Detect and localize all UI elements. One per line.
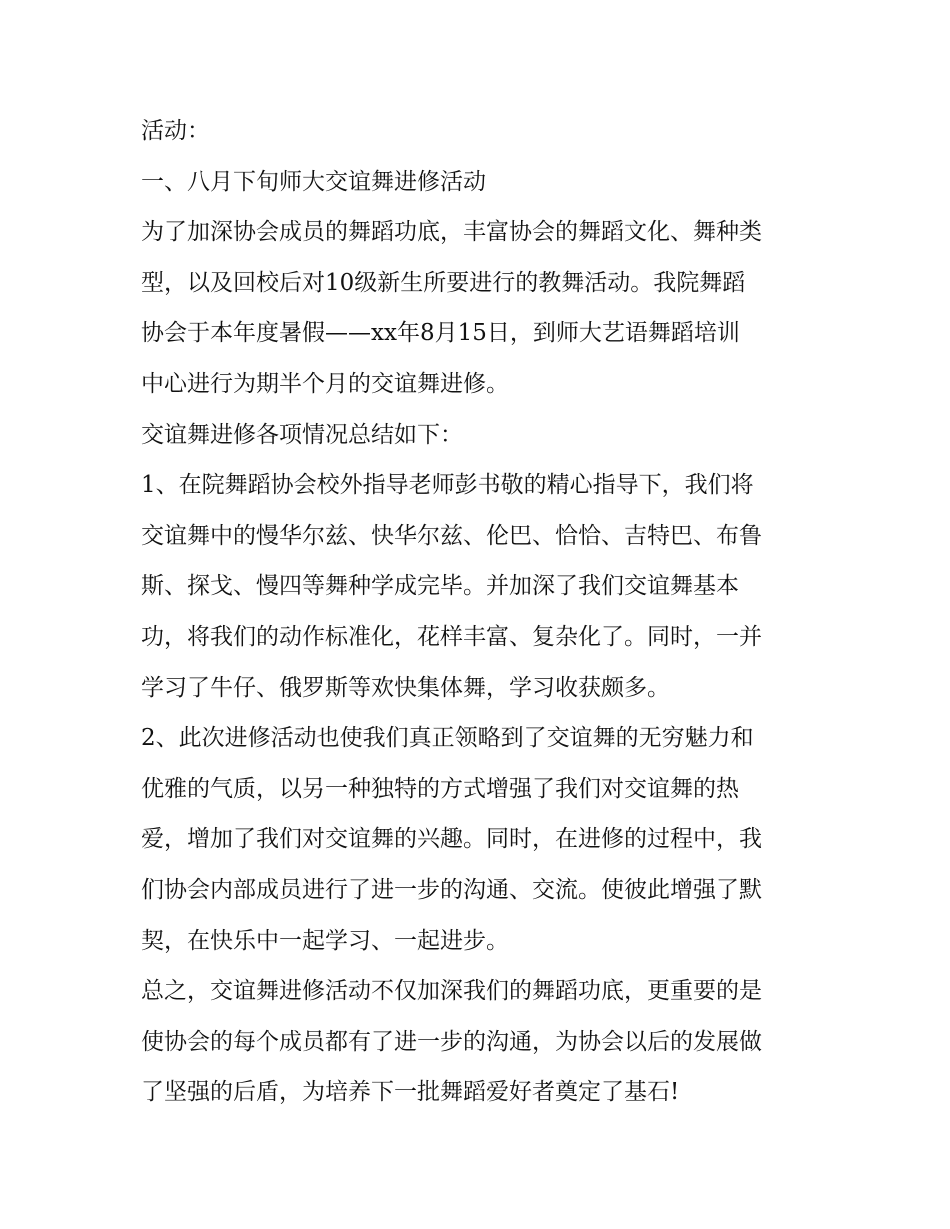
section-heading: 一、八月下旬师大交谊舞进修活动 — [141, 168, 486, 195]
summary-intro: 交谊舞进修各项情况总结如下： — [141, 421, 463, 448]
text-line: 中心进行为期半个月的交谊舞进修。 — [141, 370, 509, 397]
text-line: 总之，交谊舞进修活动不仅加深我们的舞蹈功底，更重要的是 — [141, 978, 762, 1005]
text-line: 了坚强的后盾，为培养下一批舞蹈爱好者奠定了基石! — [141, 1079, 680, 1106]
text-line: 功，将我们的动作标准化，花样丰富、复杂化了。同时，一并 — [141, 623, 762, 650]
text-line: 为了加深协会成员的舞蹈功底，丰富协会的舞蹈文化、舞种类 — [141, 219, 762, 246]
text-line: 使协会的每个成员都有了进一步的沟通，为协会以后的发展做 — [141, 1028, 762, 1055]
text-line: 交谊舞中的慢华尔兹、快华尔兹、伦巴、恰恰、吉特巴、布鲁 — [141, 522, 762, 549]
text-line: 学习了牛仔、俄罗斯等欢快集体舞，学习收获颇多。 — [141, 674, 670, 701]
document-body — [141, 106, 821, 1118]
text-line: 协会于本年度暑假——xx年8月15日，到师大艺语舞蹈培训 — [141, 320, 740, 347]
section-label: 活动： — [141, 118, 210, 144]
text-line: 爱，增加了我们对交谊舞的兴趣。同时，在进修的过程中，我 — [141, 826, 762, 853]
text-line: 优雅的气质，以另一种独特的方式增强了我们对交谊舞的热 — [141, 775, 739, 802]
text-line: 2、此次进修活动也使我们真正领略到了交谊舞的无穷魅力和 — [141, 725, 754, 752]
text-line: 契，在快乐中一起学习、一起进步。 — [141, 927, 509, 954]
text-line: 型，以及回校后对10级新生所要进行的教舞活动。我院舞蹈 — [141, 269, 746, 296]
text-line: 1、在院舞蹈协会校外指导老师彭书敬的精心指导下，我们将 — [141, 472, 754, 499]
text-line: 斯、探戈、慢四等舞种学成完毕。并加深了我们交谊舞基本 — [141, 573, 739, 600]
text-line: 们协会内部成员进行了进一步的沟通、交流。使彼此增强了默 — [141, 876, 762, 903]
